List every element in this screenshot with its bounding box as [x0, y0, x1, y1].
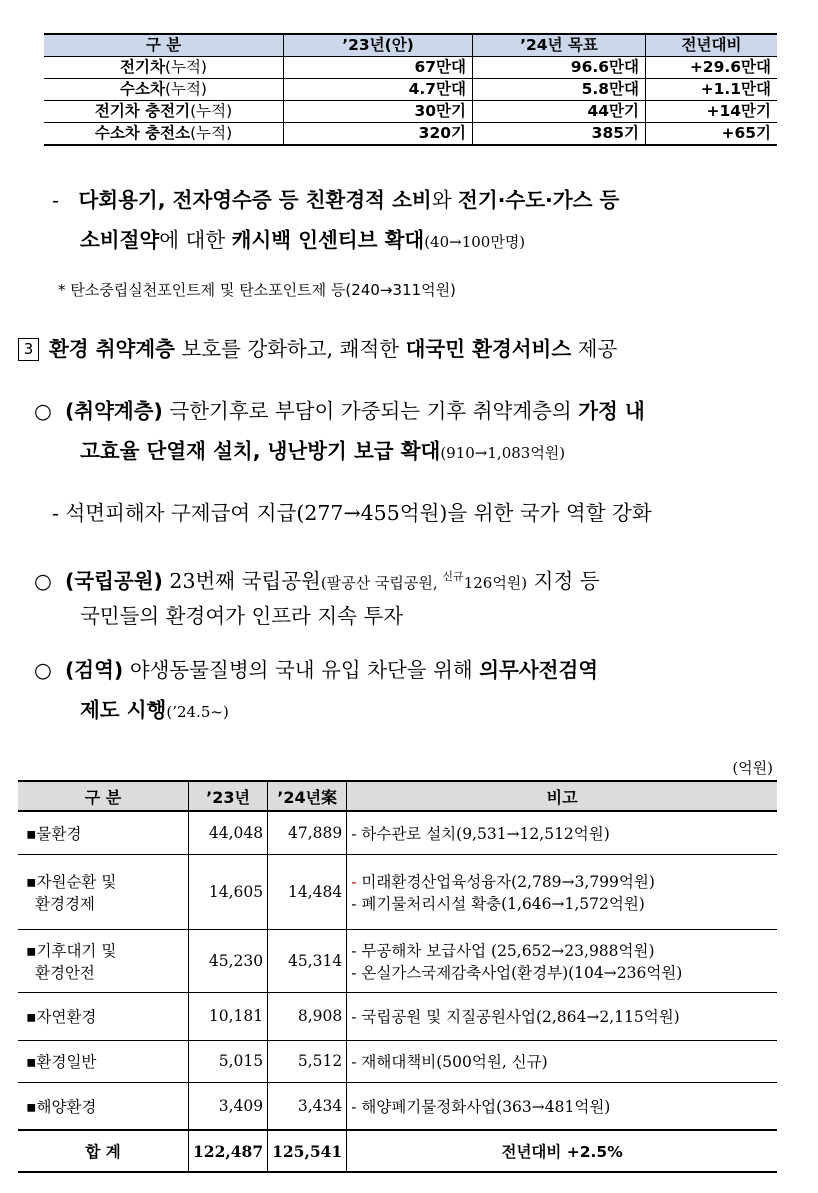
asbestos-relief-line: - 석면피해자 구제급여 지급(277→455억원)을 위한 국가 역할 강화 [52, 501, 652, 525]
value-2024: 44만기 [473, 101, 646, 123]
cashback-paragraph-line2: 소비절약에 대한 캐시백 인센티브 확대(40→100만명) [80, 228, 526, 252]
value-2023: 45,230 [189, 929, 268, 992]
value-2023: 67만대 [284, 57, 473, 79]
table-row [44, 79, 777, 101]
ev-target-table [44, 33, 777, 146]
cashback-paragraph-line1: - 다회용기, 전자영수증 등 친환경적 소비와 전기·수도·가스 등 [52, 188, 620, 212]
category-cell: ▪물환경 [18, 811, 189, 854]
value-2024: 14,484 [268, 854, 347, 929]
table-header-row [18, 781, 777, 811]
bullet-vulnerable-line1: ○ (취약계층) 극한기후로 부담이 가중되는 기후 취약계층의 가정 내 [34, 399, 645, 423]
notes-cell: - 미래환경산업육성융자(2,789→3,799억원) - 폐기물처리시설 확충(1,646→1,572억원) [347, 854, 777, 929]
value-2023: 5,015 [189, 1040, 268, 1082]
footnote-carbon-points: * 탄소중립실천포인트제 및 탄소포인트제 등(240→311억원) [58, 281, 456, 299]
value-2023: 320기 [284, 123, 473, 146]
row-label: 전기차 충전기(누적) [44, 101, 284, 123]
value-diff: +65기 [646, 123, 778, 146]
table-row [44, 101, 777, 123]
header-category: 구 분 [44, 34, 284, 57]
value-2023: 3,409 [189, 1082, 268, 1130]
value-diff: +1.1만대 [646, 79, 778, 101]
row-label: 수소차(누적) [44, 79, 284, 101]
total-2024: 125,541 [268, 1130, 347, 1172]
value-2024: 3,434 [268, 1082, 347, 1130]
value-2023: 4.7만대 [284, 79, 473, 101]
category-cell: ▪자연환경 [18, 992, 189, 1040]
header-notes: 비고 [347, 781, 777, 811]
value-2024: 8,908 [268, 992, 347, 1040]
value-2024: 45,314 [268, 929, 347, 992]
notes-cell: - 재해대책비(500억원, 신규) [347, 1040, 777, 1082]
section-3-heading: 3 환경 취약계층 보호를 강화하고, 쾌적한 대국민 환경서비스 제공 [18, 333, 617, 365]
table-row [18, 929, 777, 992]
notes-cell: - 국립공원 및 지질공원사업(2,864→2,115억원) [347, 992, 777, 1040]
bullet-circle-icon: ○ [34, 399, 52, 423]
bullet-quarantine-line2: 제도 시행(’24.5~) [80, 698, 229, 722]
value-2023: 44,048 [189, 811, 268, 854]
table-row [18, 1040, 777, 1082]
bullet-national-park-line1: ○ (국립공원) 23번째 국립공원(팔공산 국립공원, $^{신규}$126억원) 지정 등 [34, 569, 600, 593]
category-cell: ▪해양환경 [18, 1082, 189, 1130]
total-row [18, 1130, 777, 1172]
note-text: 미래환경산업육성융자(2,789→3,799억원) [356, 872, 655, 891]
row-label: 수소차 충전소(누적) [44, 123, 284, 146]
value-2024: 5.8만대 [473, 79, 646, 101]
table-row [44, 57, 777, 79]
row-label: 전기차(누적) [44, 57, 284, 79]
category-cell: ▪기후대기 및 환경안전 [18, 929, 189, 992]
bullet-quarantine-line1: ○ (검역) 야생동물질병의 국내 유입 차단을 위해 의무사전검역 [34, 658, 599, 682]
table-row [18, 854, 777, 929]
unit-label: (억원) [732, 759, 773, 777]
value-2024: 47,889 [268, 811, 347, 854]
value-2024: 96.6만대 [473, 57, 646, 79]
notes-cell: - 하수관로 설치(9,531→12,512억원) [347, 811, 777, 854]
header-2023: ’23년(안) [284, 34, 473, 57]
total-2023: 122,487 [189, 1130, 268, 1172]
value-2024: 385기 [473, 123, 646, 146]
table-row [44, 123, 777, 146]
category-cell: ▪자원순환 및 환경경제 [18, 854, 189, 929]
value-2023: 14,605 [189, 854, 268, 929]
header-2023: ’23년 [189, 781, 268, 811]
table-row [18, 1082, 777, 1130]
bullet-national-park-line2: 국민들의 환경여가 인프라 지속 투자 [80, 604, 404, 628]
category-cell: ▪환경일반 [18, 1040, 189, 1082]
notes-cell: - 해양폐기물정화사업(363→481억원) [347, 1082, 777, 1130]
header-category: 구 분 [18, 781, 189, 811]
header-2024: ’24년 목표 [473, 34, 646, 57]
notes-cell: - 무공해차 보급사업 (25,652→23,988억원) - 온실가스국제감축사업(환경부)(104→236억원) [347, 929, 777, 992]
budget-table [18, 780, 777, 1173]
table-header-row [44, 34, 777, 57]
value-2023: 30만기 [284, 101, 473, 123]
value-2023: 10,181 [189, 992, 268, 1040]
table-row [18, 811, 777, 854]
bullet-circle-icon: ○ [34, 569, 52, 593]
header-diff: 전년대비 [646, 34, 778, 57]
table-row [18, 992, 777, 1040]
value-2024: 5,512 [268, 1040, 347, 1082]
bullet-circle-icon: ○ [34, 658, 52, 682]
value-diff: +14만기 [646, 101, 778, 123]
section-number-box: 3 [18, 338, 39, 361]
total-label: 합 계 [18, 1130, 189, 1172]
value-diff: +29.6만대 [646, 57, 778, 79]
header-2024: ’24년案 [268, 781, 347, 811]
bullet-vulnerable-line2: 고효율 단열재 설치, 냉난방기 보급 확대(910→1,083억원) [80, 439, 566, 463]
total-note: 전년대비 +2.5% [347, 1130, 777, 1172]
